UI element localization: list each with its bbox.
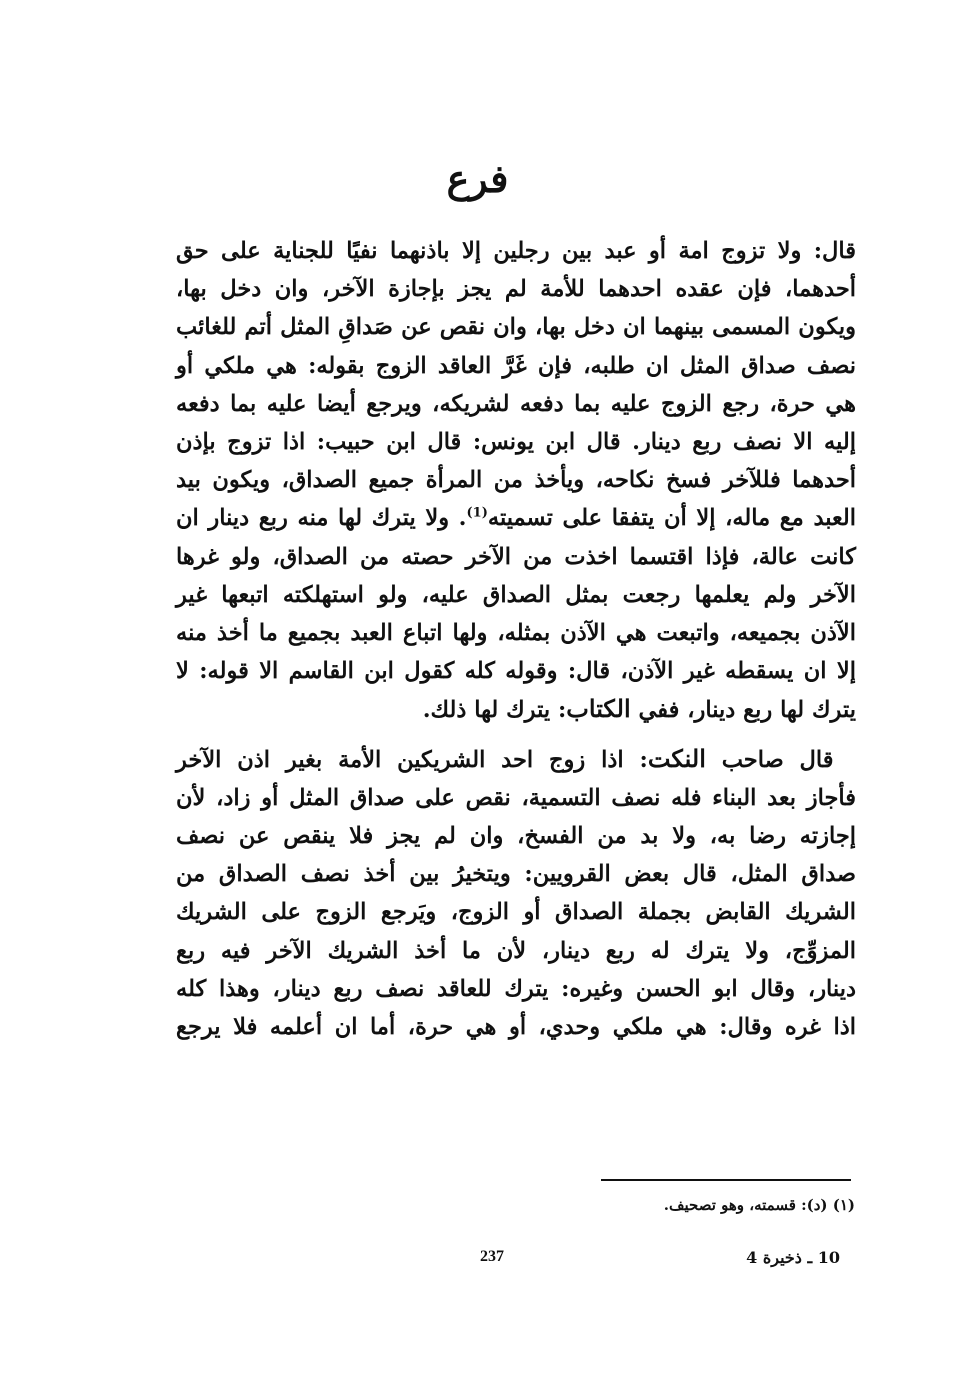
paragraph-1 xyxy=(176,232,856,730)
text-segment: قال صاحب xyxy=(721,746,834,773)
text-segment: : يترك لها ذلك. xyxy=(422,697,567,724)
text-segment: . ولا يترك لها منه ربع دينار ان xyxy=(176,505,467,532)
keyword-kitab: الكتاب xyxy=(566,694,631,724)
text-line: الشريك القابض بجملة الصداق أو الزوج، ويَرجع الزوج على الشريك xyxy=(176,899,856,926)
signature-mark: 10 ـ ذخيرة 4 xyxy=(746,1248,840,1267)
text-line: دينار، وقال ابو الحسن وغيره: يترك للعاقد نصف ربع دينار، وهذا كله xyxy=(176,975,856,1002)
text-segment: : اذا زوج احد الشريكين الأمة بغير اذن الآخر xyxy=(176,746,648,773)
text-line: نصف صداق المثل ان طلبه، فإن غَرَّ العاقد الزوج بقوله: هي ملكي أو xyxy=(176,352,856,379)
footnote-marker[interactable]: (1) xyxy=(466,505,488,521)
page-footer xyxy=(0,1248,955,1272)
section-heading: فرع xyxy=(446,156,509,201)
text-line: الآخر ولم يعلمها رجعت بمثل الصداق عليه، ولو استهلكته اتبعها غير xyxy=(176,581,856,608)
text-line: هي حرة، رجع الزوج عليه بما دفعه لشريكه، ويرجع أيضا عليه بما دفعه xyxy=(176,390,856,417)
text-line: كانت عالة، فإذا اقتسما اخذت من الآخر حصته من الصداق، ولو غرها xyxy=(176,543,856,570)
main-text xyxy=(176,232,856,1046)
text-line: صداق المثل، قال بعض القرويين: ويتخيرُ بين أخذ نصف الصداق من xyxy=(176,861,856,888)
text-line: الآذن بجميعه، واتبعت هي الآذن بمثله، ولها اتباع العبد بجميع ما أخذ منه xyxy=(176,620,856,647)
text-line: أحدهما فللآخر فسخ نكاحه، ويأخذ من المرأة جميع الصداق، ويكون بيد xyxy=(176,467,856,494)
text-line: فأجاز بعد البناء فله نصف التسمية، نقص على صداق المثل أو زاد، لأن xyxy=(176,784,856,811)
text-line: اذا غره وقال: هي ملكي وحدي، أو هي حرة، أما ان أعلمه فلا يرجع xyxy=(176,1014,856,1041)
text-line: إليه الا نصف ربع دينار. قال ابن يونس: قال ابن حبيب: اذا تزوج بإذن xyxy=(176,429,856,456)
footnote: (١) (د): قسمته، وهو تصحيف. xyxy=(663,1196,855,1214)
footnote-divider xyxy=(601,1179,851,1181)
text-line: ويكون المسمى بينهما ان دخل بها، وان نقص عن صَداقِ المثل أتم للغائب xyxy=(176,314,856,341)
paragraph-2 xyxy=(176,740,856,1047)
keyword-nukat: النكت xyxy=(647,743,706,773)
text-line: المزوِّج، ولا يترك له ربع دينار، لأن ما أخذ الشريك الآخر فيه ربع xyxy=(176,937,856,964)
text-segment: العبد مع ماله، إلا أن يتفقا على تسميته xyxy=(487,505,857,532)
text-line xyxy=(176,740,856,779)
text-line xyxy=(176,690,856,729)
page-number: 237 xyxy=(480,1248,504,1265)
text-line: قال: ولا تزوج امة أو عبد بين رجلين إلا باذنهما نفيًا للجناية على حق xyxy=(176,238,856,264)
text-line: إلا ان يسقطه غير الآذن، قال: وقوله كله كقول ابن القاسم الا قوله: لا xyxy=(176,658,856,685)
text-line xyxy=(176,499,856,537)
text-segment: يترك لها ربع دينار، ففي xyxy=(638,697,856,724)
text-line: إجازته رضا به، ولا بد من الفسخ، وان لم يجز فلا ينقص عن نصف xyxy=(176,823,856,850)
text-line: أحدهما، فإن عقده احدهما للأمة لم يجز بإجازة الآخر، وان دخل بها، xyxy=(176,276,856,303)
